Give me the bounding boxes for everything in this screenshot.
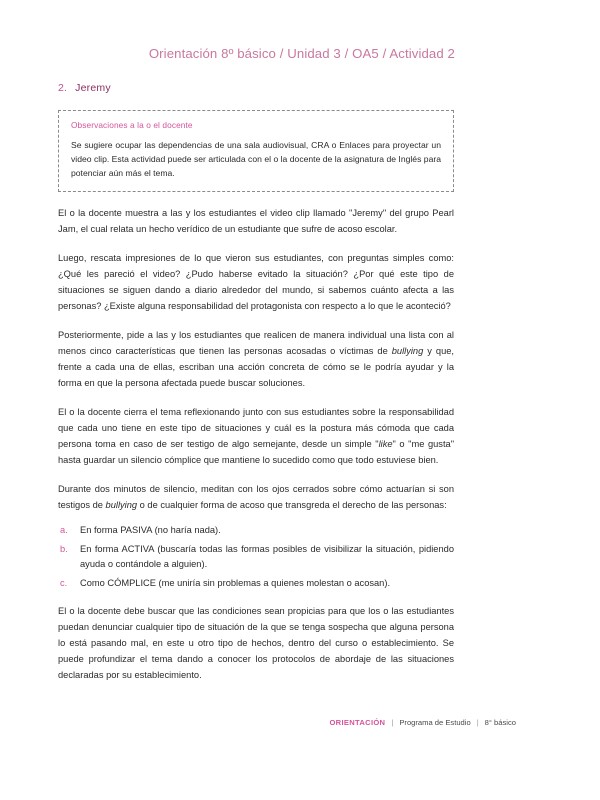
footer-brand: ORIENTACIÓN — [329, 718, 386, 727]
paragraph-denunciation-text: El o la docente debe buscar que las condiciones sean propicias para que los o las estudiantes puedan denunciar cualquier tipo de situación de la que se tenga sospecha que alguna persona lo está pasando mal, en este u otro tipo de hechos, dentro del curso o establecimiento. Se puede profundizar el tema dando a conocer los protocolos de abordaje de las situaciones declaradas por su establecimiento. — [58, 606, 454, 681]
list-item-text: En forma PASIVA (no haría nada). — [80, 524, 221, 535]
section-number: 2. — [58, 82, 68, 94]
paragraph-silence — [58, 482, 454, 514]
options-list — [58, 523, 454, 593]
list-item-marker: b. — [60, 543, 68, 554]
list-item-marker: c. — [60, 578, 68, 589]
teacher-notes-box — [58, 110, 454, 192]
list-item-text: En forma ACTIVA (buscaría todas las formas posibles de visibilizar la situación, pidiendo ayuda o contándole a alguien). — [80, 543, 454, 570]
document-content — [58, 110, 454, 697]
footer-separator-2: | — [476, 718, 479, 727]
list-item — [58, 542, 454, 574]
list-item — [58, 523, 454, 539]
paragraph-intro-text: El o la docente muestra a las y los estudiantes el video clip llamado "Jeremy" del grupo Pearl Jam, el cual relata un hecho verídico de un estudiante que sufre de acoso escolar. — [58, 207, 454, 234]
term-bullying-2: bullying — [105, 499, 138, 510]
section-name: Jeremy — [75, 82, 111, 94]
paragraph-denunciation — [58, 604, 454, 684]
breadcrumb: Orientación 8º básico / Unidad 3 / OA5 / Actividad 2 — [148, 46, 455, 61]
paragraph-silence-part2: o de cualquier forma de acoso que transgreda el derecho de las personas: — [137, 499, 447, 510]
paragraph-closure-part2: " o "me gusta" hasta guardar un silencio cómplice que mantiene lo sucedido como que todo estuviese bien. — [58, 438, 454, 465]
section-heading — [58, 82, 111, 94]
paragraph-questions-text: Luego, rescata impresiones de lo que vieron sus estudiantes, con preguntas simples como: ¿Qué les pareció el video? ¿Pudo haberse evitado la situación? ¿Por qué este tipo de situaciones se siguen dando a diario alrededor del mundo, si sabemos cuánto afecta a las personas? ¿Existe alguna responsabilidad del protagonista con respecto a lo que le aconteció? — [58, 252, 454, 311]
paragraph-activity-list — [58, 328, 454, 392]
paragraph-closure — [58, 405, 454, 469]
page-footer — [58, 718, 516, 727]
paragraph-closure-part1: El o la docente cierra el tema reflexionando junto con sus estudiantes sobre la responsabilidad que cada uno tiene en este tipo de situaciones y cuál es la postura más cómoda que cada persona toma en caso de ser testigo de algo semejante, desde un simple " — [58, 406, 454, 449]
term-like: like — [378, 438, 393, 449]
paragraph-intro — [58, 206, 454, 238]
teacher-notes-title: Observaciones a la o el docente — [71, 120, 193, 130]
list-item-marker: a. — [60, 524, 68, 535]
paragraph-questions — [58, 251, 454, 315]
paragraph-silence-part1: Durante dos minutos de silencio, meditan con los ojos cerrados sobre cómo actuarían si son testigos de — [58, 483, 454, 510]
teacher-notes-body: Se sugiere ocupar las dependencias de una sala audiovisual, CRA o Enlaces para proyectar un video clip. Esta actividad puede ser articulada con el o la docente de la asignatura de Inglés para potenciar aún más el tema. — [71, 140, 441, 178]
footer-program: Programa de Estudio — [399, 718, 471, 727]
paragraph-activity-part1: Posteriormente, pide a las y los estudiantes que realicen de manera individual una lista con al menos cinco características que tienen las personas acosadas o víctimas de — [58, 329, 454, 356]
footer-separator-1: | — [391, 718, 394, 727]
footer-level: 8° básico — [484, 718, 516, 727]
paragraph-activity-part2: y que, frente a cada una de ellas, escriban una acción concreta de cómo se le podría ayudar y la forma en que la persona afectada puede buscar soluciones. — [58, 345, 454, 388]
list-item-text: Como CÓMPLICE (me uniría sin problemas a quienes molestan o acosan). — [80, 578, 391, 589]
list-item — [58, 576, 454, 592]
term-bullying-1: bullying — [391, 345, 424, 356]
